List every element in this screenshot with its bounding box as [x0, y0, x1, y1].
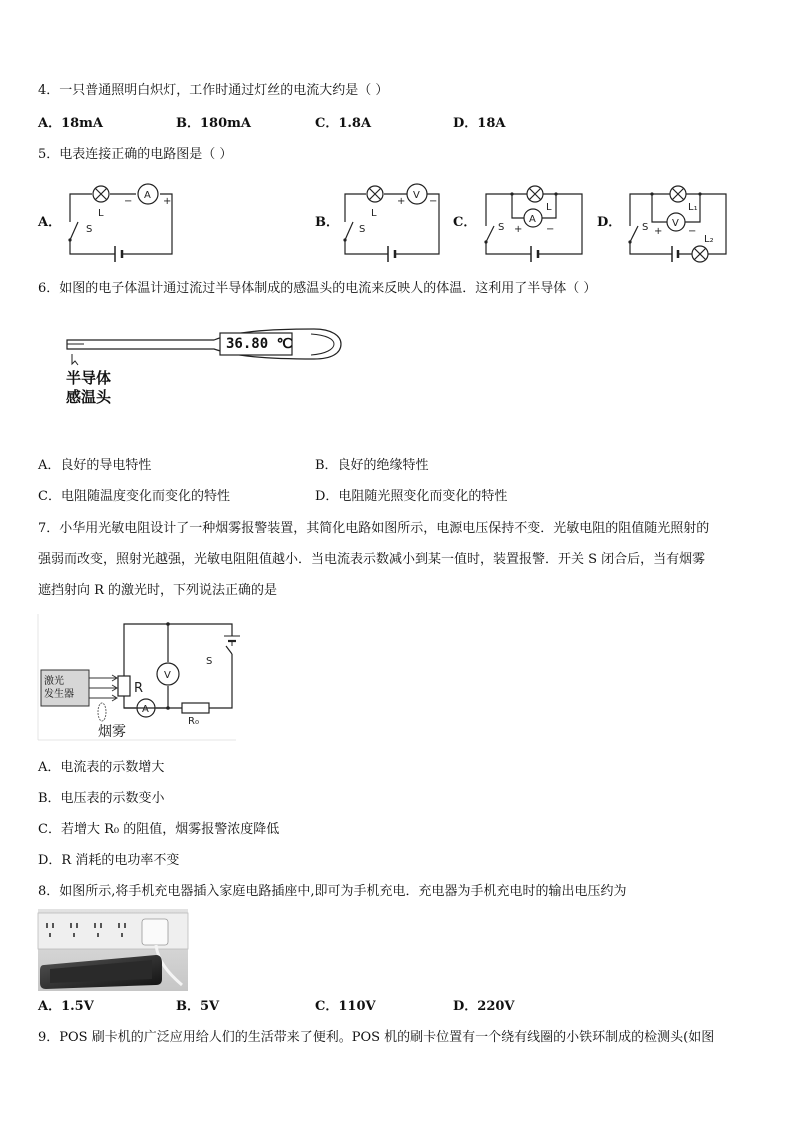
- q5-stem: 5．电表连接正确的电路图是（ ）: [38, 147, 233, 162]
- svg-text:V: V: [164, 670, 171, 681]
- q8-option-d: D．220V: [453, 999, 515, 1014]
- svg-text:+: +: [514, 224, 523, 235]
- q5-option-b: B．: [315, 215, 339, 230]
- svg-text:A: A: [144, 190, 151, 201]
- q4-option-a: A．18mA: [38, 116, 104, 131]
- smoke-label: 烟雾: [98, 724, 126, 740]
- q8-option-c: C．110V: [315, 999, 376, 1014]
- q5-circuit-a: [66, 182, 176, 258]
- q8-option-a: A．1.5V: [38, 999, 94, 1014]
- q6-stem: 6．如图的电子体温计通过流过半导体制成的感温头的电流来反映人的体温．这利用了半导体（ ）: [38, 281, 597, 296]
- svg-text:S: S: [498, 222, 505, 233]
- svg-text:L₁: L₁: [688, 202, 698, 213]
- svg-text:−: −: [124, 196, 133, 207]
- q7-option-d: D．R 消耗的电功率不变: [38, 853, 180, 868]
- svg-text:A: A: [142, 704, 149, 715]
- q7-smoke-alarm-circuit: [38, 614, 238, 744]
- q6-option-c: C．电阻随温度变化而变化的特性: [38, 489, 230, 504]
- q5-circuit-d: [626, 186, 730, 260]
- q5-circuit-b: [341, 182, 443, 258]
- q8-phone-charger-photo: [38, 909, 188, 991]
- svg-text:+: +: [163, 196, 172, 207]
- svg-text:+: +: [654, 226, 663, 237]
- svg-text:−: −: [429, 196, 438, 207]
- thermometer-caption-2: 感温头: [66, 388, 112, 406]
- svg-text:S: S: [206, 656, 213, 667]
- svg-text:S: S: [642, 222, 649, 233]
- q7-option-b: B．电压表的示数变小: [38, 791, 165, 806]
- svg-text:V: V: [413, 190, 420, 201]
- q6-option-a: A．良好的导电特性: [38, 458, 152, 473]
- q9-stem: 9．POS 刷卡机的广泛应用给人们的生活带来了便利。POS 机的刷卡位置有一个绕有线圈的小铁环制成的检测头(如图: [38, 1030, 715, 1045]
- q4-option-b: B．180mA: [176, 116, 251, 131]
- q8-option-b: B．5V: [176, 999, 220, 1014]
- svg-text:S: S: [359, 224, 366, 235]
- svg-text:A: A: [529, 214, 536, 225]
- q5-circuit-c: [482, 186, 586, 260]
- thermometer-display: 36.80 ℃: [226, 336, 293, 352]
- q4-option-c: C．1.8A: [315, 116, 372, 131]
- svg-text:−: −: [688, 226, 697, 237]
- svg-text:R: R: [134, 681, 144, 696]
- svg-text:+: +: [397, 196, 406, 207]
- svg-text:L: L: [546, 202, 552, 213]
- q8-stem: 8．如图所示,将手机充电器插入家庭电路插座中,即可为手机充电．充电器为手机充电时的输出电压约为: [38, 884, 627, 899]
- q4-option-d: D．18A: [453, 116, 506, 131]
- q7-option-c: C．若增大 R₀ 的阻值，烟雾报警浓度降低: [38, 822, 280, 837]
- q5-option-a: A．: [38, 215, 62, 230]
- svg-text:R₀: R₀: [188, 716, 199, 727]
- q7-stem-line1: 7．小华用光敏电阻设计了一种烟雾报警装置，其简化电路如图所示，电源电压保持不变．光敏电阻的阻值随光照射的: [38, 521, 710, 536]
- thermometer-caption-1: 半导体: [66, 369, 112, 387]
- q7-stem-line2: 强弱而改变，照射光越强，光敏电阻阻值越小．当电流表示数减小到某一值时，装置报警．开关 S 闭合后，当有烟雾: [38, 552, 706, 567]
- q5-option-c: C．: [453, 215, 477, 230]
- laser-label-1: 激光: [44, 676, 64, 687]
- svg-text:L: L: [371, 208, 377, 219]
- q6-option-b: B．良好的绝缘特性: [315, 458, 429, 473]
- q5-option-d: D．: [597, 215, 622, 230]
- svg-text:−: −: [546, 224, 555, 235]
- svg-text:S: S: [86, 224, 93, 235]
- q6-thermometer-figure: [64, 326, 344, 366]
- q4-stem: 4．一只普通照明白炽灯，工作时通过灯丝的电流大约是（ ）: [38, 83, 389, 98]
- laser-label-2: 发生器: [44, 689, 74, 700]
- q7-stem-line3: 遮挡射向 R 的激光时，下列说法正确的是: [38, 583, 278, 598]
- svg-text:V: V: [672, 218, 679, 229]
- svg-text:L: L: [98, 208, 104, 219]
- q7-option-a: A．电流表的示数增大: [38, 760, 165, 775]
- q6-option-d: D．电阻随光照变化而变化的特性: [315, 489, 508, 504]
- svg-text:L₂: L₂: [704, 234, 714, 245]
